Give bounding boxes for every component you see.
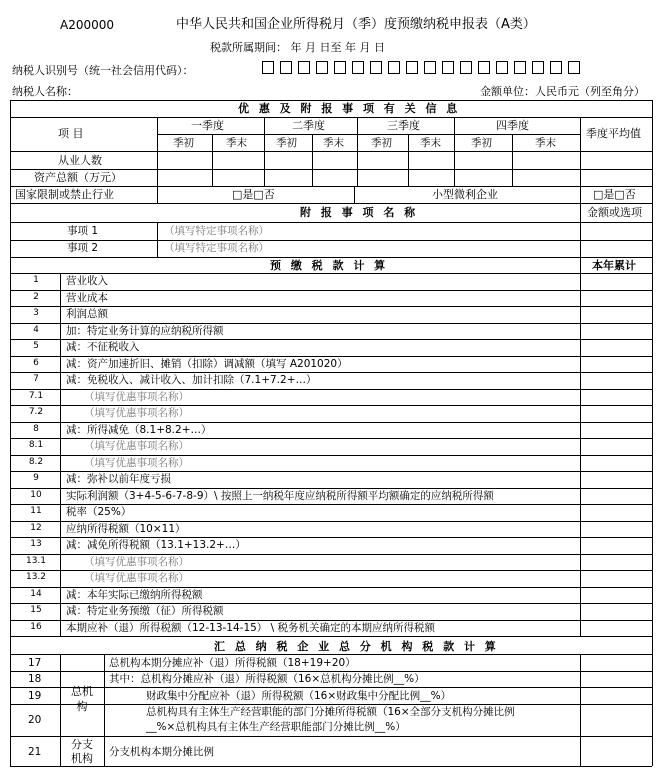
row-number-19: 19 bbox=[28, 690, 42, 702]
row-label: 减：不征税收入 bbox=[66, 341, 140, 353]
id-digit-box[interactable] bbox=[550, 61, 562, 74]
row-number: 5 bbox=[33, 341, 39, 351]
quarter-1-label: 一季度 bbox=[191, 119, 224, 132]
row-number: 7.1 bbox=[28, 391, 44, 401]
row-label: 本期应补（退）所得税额（12-13-14-15） \ 税务机关确定的本期应纳所得税额 bbox=[66, 622, 436, 634]
q3-end: 季末 bbox=[420, 137, 441, 149]
quarter-4-label: 四季度 bbox=[496, 119, 529, 132]
id-digit-box[interactable] bbox=[478, 61, 490, 74]
row-number-18: 18 bbox=[28, 673, 42, 685]
q4-begin: 季初 bbox=[471, 137, 492, 149]
row-number: 8.2 bbox=[28, 457, 44, 467]
currency-unit: 金额单位：人民币元（列至角分） bbox=[480, 85, 645, 98]
id-digit-box[interactable] bbox=[388, 61, 400, 74]
row-label: 应纳所得税额（10×11） bbox=[66, 523, 186, 535]
row-label: 利润总额 bbox=[66, 308, 108, 320]
id-digit-box[interactable] bbox=[460, 61, 472, 74]
id-digit-box[interactable] bbox=[262, 61, 274, 74]
taxpayer-id-label: 纳税人识别号（统一社会信用代码）： bbox=[12, 64, 194, 77]
row-18-label: 其中：总机构分摊应补（退）所得税额（16×总机构分摊比例__%） bbox=[109, 673, 425, 685]
row-number: 6 bbox=[33, 358, 39, 368]
total-assets-label: 资产总额（万元） bbox=[34, 171, 122, 184]
restricted-yes-no[interactable]: □是□否 bbox=[232, 188, 275, 201]
quarter-2-label: 二季度 bbox=[292, 119, 325, 132]
form-code: A200000 bbox=[60, 18, 115, 32]
row-label: 减：弥补以前年度亏损 bbox=[66, 473, 171, 485]
id-digit-box[interactable] bbox=[532, 61, 544, 74]
ytd-label: 本年累计 bbox=[592, 259, 636, 272]
row-20-label-line1: 总机构具有主体生产经营职能的部门分摊所得税额（16×全部分支机构分摊比例 bbox=[146, 706, 515, 718]
row-number: 8 bbox=[33, 424, 39, 434]
appendix-item-1: 事项 1 bbox=[67, 225, 99, 237]
taxpayer-name-label: 纳税人名称： bbox=[12, 85, 78, 98]
head-office-label: 总机构 bbox=[71, 685, 93, 713]
row-label: 营业收入 bbox=[66, 275, 108, 287]
row-number-20: 20 bbox=[28, 714, 42, 726]
row-number: 11 bbox=[30, 506, 42, 516]
row-17-label: 总机构本期分摊应补（退）所得税额（18+19+20） bbox=[109, 657, 356, 669]
row-label: 实际利润额（3+4-5-6-7-8-9）\ 按照上一纳税年度应纳税所得额平均额确定的应纳税所得额 bbox=[66, 490, 494, 502]
id-digit-box[interactable] bbox=[406, 61, 418, 74]
row-label: 减：所得减免（8.1+8.2+…） bbox=[66, 424, 212, 436]
small-profit-label: 小型微利企业 bbox=[432, 188, 498, 201]
q1-end: 季末 bbox=[226, 137, 247, 149]
id-digit-box[interactable] bbox=[568, 61, 580, 74]
row-label: 减：资产加速折旧、摊销（扣除）调减额（填写 A201020） bbox=[66, 358, 348, 370]
row-number: 4 bbox=[33, 325, 39, 335]
quarter-3-label: 三季度 bbox=[387, 119, 420, 132]
q3-begin: 季初 bbox=[371, 137, 392, 149]
section3-title: 汇 总 纳 税 企 业 总 分 机 构 税 款 计 算 bbox=[214, 640, 499, 653]
id-digit-box[interactable] bbox=[298, 61, 310, 74]
appendix-item-1-hint[interactable]: （填写特定事项名称） bbox=[164, 225, 269, 237]
row-label: 加：特定业务计算的应纳税所得额 bbox=[66, 325, 224, 337]
row-number: 1 bbox=[33, 275, 39, 285]
id-digit-box[interactable] bbox=[334, 61, 346, 74]
q1-begin: 季初 bbox=[173, 137, 194, 149]
row-number: 7 bbox=[33, 374, 39, 384]
row-number: 13 bbox=[30, 539, 42, 549]
row-number: 9 bbox=[33, 473, 39, 483]
item-header: 项 目 bbox=[58, 127, 84, 140]
row-label: 减：减免所得税额（13.1+13.2+…） bbox=[66, 539, 246, 551]
row-number-17: 17 bbox=[28, 657, 42, 669]
section1-title: 优 惠 及 附 报 事 项 有 关 信 息 bbox=[238, 102, 461, 115]
row-number: 10 bbox=[30, 490, 42, 500]
employees-label: 从业人数 bbox=[58, 154, 102, 167]
row-hint-label[interactable]: （填写优惠事项名称） bbox=[84, 391, 189, 403]
restricted-industry-label: 国家限制或禁止行业 bbox=[15, 188, 114, 201]
row-number: 12 bbox=[30, 523, 42, 533]
row-label: 减：本年实际已缴纳所得税额 bbox=[66, 589, 203, 601]
id-digit-box[interactable] bbox=[316, 61, 328, 74]
form-title: 中华人民共和国企业所得税月（季）度预缴纳税申报表（A类） bbox=[176, 17, 536, 32]
row-number: 15 bbox=[30, 605, 42, 615]
row-number-21: 21 bbox=[28, 746, 42, 758]
id-digit-box[interactable] bbox=[280, 61, 292, 74]
row-number: 13.1 bbox=[25, 556, 47, 566]
row-label: 税率（25%） bbox=[66, 506, 132, 518]
row-label: 减：免税收入、减计收入、加计扣除（7.1+7.2+…） bbox=[66, 374, 317, 386]
amount-or-option-label: 金额或选项 bbox=[587, 206, 642, 219]
row-hint-label[interactable]: （填写优惠事项名称） bbox=[84, 407, 189, 419]
appendix-item-2: 事项 2 bbox=[67, 242, 99, 254]
q4-end: 季末 bbox=[535, 137, 556, 149]
row-19-label: 财政集中分配应补（退）所得税额（16×财政集中分配比例__%） bbox=[146, 690, 452, 702]
row-number: 14 bbox=[30, 589, 42, 599]
row-hint-label[interactable]: （填写优惠事项名称） bbox=[84, 440, 189, 452]
row-number: 7.2 bbox=[28, 407, 44, 417]
branch-label: 分支机构 bbox=[71, 738, 93, 765]
row-number: 2 bbox=[33, 292, 39, 302]
row-label: 营业成本 bbox=[66, 292, 108, 304]
row-hint-label[interactable]: （填写优惠事项名称） bbox=[84, 572, 189, 584]
row-number: 16 bbox=[30, 622, 42, 632]
row-hint-label[interactable]: （填写优惠事项名称） bbox=[84, 457, 189, 469]
appendix-item-2-hint[interactable]: （填写特定事项名称） bbox=[164, 242, 269, 254]
row-number: 3 bbox=[33, 308, 39, 318]
id-digit-box[interactable] bbox=[514, 61, 526, 74]
q2-begin: 季初 bbox=[276, 137, 297, 149]
row-number: 13.2 bbox=[25, 572, 47, 582]
row-21-label: 分支机构本期分摊比例 bbox=[109, 746, 214, 758]
avg-label: 季度平均值 bbox=[586, 127, 641, 140]
row-label: 减：特定业务预缴（征）所得税额 bbox=[66, 605, 224, 617]
appendix-title: 附 报 事 项 名 称 bbox=[300, 206, 419, 219]
tax-period: 税款所属期间： 年 月 日至 年 月 日 bbox=[210, 41, 385, 54]
row-hint-label[interactable]: （填写优惠事项名称） bbox=[84, 556, 189, 568]
section2-title: 预 缴 税 款 计 算 bbox=[270, 259, 389, 272]
id-digit-box[interactable] bbox=[352, 61, 364, 74]
row-20-label-line2: __%×总机构具有主体生产经营职能部门分摊比例__%） bbox=[146, 721, 406, 733]
id-digit-box[interactable] bbox=[370, 61, 382, 74]
q2-end: 季末 bbox=[323, 137, 344, 149]
id-digit-box[interactable] bbox=[442, 61, 454, 74]
id-digit-box[interactable] bbox=[496, 61, 508, 74]
row-number: 8.1 bbox=[28, 440, 44, 450]
id-digit-box[interactable] bbox=[424, 61, 436, 74]
small-profit-yes-no[interactable]: □是□否 bbox=[593, 188, 636, 201]
